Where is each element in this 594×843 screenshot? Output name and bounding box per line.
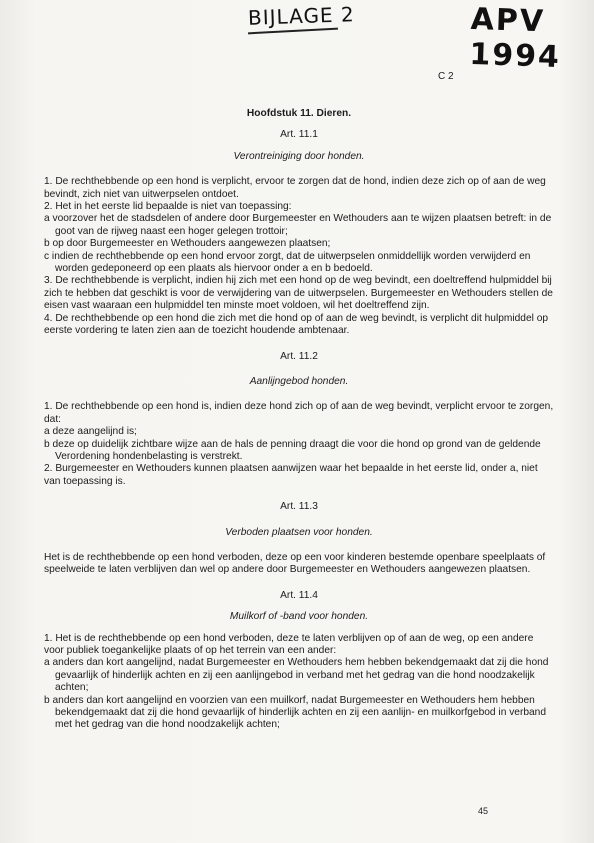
handwritten-annotation-apv: APV 1994 [468,1,562,76]
article-list-item: a voorzover het de stadsdelen of andere door Burgemeester en Wethouders aan te wijzen plaatsen betreft: in de goot van de rijweg naast een hoger gelegen trottoir; [44,213,552,237]
article-title: Verontreiniging door honden. [233,150,365,162]
article-paragraph: 1. De rechthebbende op een hond is, indien deze hond zich op of aan de weg bevindt, verplicht ervoor te zorgen, dat: [44,401,554,425]
article-paragraph: 1. De rechthebbende op een hond is verplicht, ervoor te zorgen dat de hond, indien deze zich op of aan de weg bevindt, zich niet van uitwerpselen ontdoet. [44,176,546,200]
article-list-item: a anders dan kort aangelijnd, nadat Burgemeester en Wethouders hem hebben bekendgemaakt dat zij die hond gevaarlijk of hinderlijk achten en zij een aanlijngebod in verband met het gedrag van die hond noodzakelijk achten; [44,657,549,694]
article-paragraph: 1. Het is de rechthebbende op een hond verboden, deze te laten verblijven op of aan de weg, op een andere voor publiek toegankelijke plaats of op het terrein van een ander: [44,632,534,656]
chapter-title: Hoofdstuk 11. Dieren. [246,108,352,119]
article-list-item: b deze op duidelijk zichtbare wijze aan de hals de penning draagt die voor die hond op grond van de geldende Verordening hondenbelasting is verstrekt. [44,438,541,462]
article-paragraph: Het is de rechthebbende op een hond verboden, deze op een voor kinderen bestemde openbare speelplaats of speelweide te laten verblijven dan wel op andere door Burgemeester en Wethouders aangewezen plaatsen. [44,551,546,576]
article-title: Aanlijngebod honden. [249,375,349,387]
article-paragraph: 4. De rechthebbende op een hond die zich met die hond op of aan de weg bevindt, is verplicht dit hulpmiddel op eerste vordering te laten zien aan de toezicht houdende ambtenaar. [44,312,549,337]
article-list-item: c indien de rechthebbende op een hond ervoor zorgt, dat de uitwerpselen onmiddellijk worden verwijderd en worden gedeponeerd op een plaats als hiervoor onder a en b bedoeld. [44,250,531,275]
handwritten-annotation-bijlage: BIJLAGE 2 [247,2,356,30]
page-number: 45 [478,806,489,816]
article-list-item: b op door Burgemeester en Wethouders aangewezen plaatsen; [44,238,331,250]
document-body [44,108,554,732]
page-code: C 2 [438,71,454,82]
article-number: Art. 11.1 [280,129,318,141]
article-title: Verboden plaatsen voor honden. [225,526,373,538]
article-number: Art. 11.3 [280,501,318,513]
article-paragraph: 3. De rechthebbende is verplicht, indien hij zich met een hond op de weg bevindt, een doeltreffend hulpmiddel bij zich te hebben dat geschikt is voor de verwijdering van de uitwerpselen. Burgemeester en Wethouders stellen de eisen vast waaraan een hulpmiddel ten minste moet voldoen, wil het doeltreffend zijn. [44,275,553,312]
article-paragraph: 2. Burgemeester en Wethouders kunnen plaatsen aanwijzen waar het bepaalde in het eerste lid, onder a, niet van toepassing is. [44,463,538,487]
article-paragraph: 2. Het in het eerste lid bepaalde is niet van toepassing: [44,201,292,213]
article-title: Muilkorf of -band voor honden. [229,611,369,623]
article-number: Art. 11.4 [280,589,318,601]
article-number: Art. 11.2 [280,350,318,362]
article-list-item: a deze aangelijnd is; [44,426,137,438]
article-list-item: b anders dan kort aangelijnd en voorzien van een muilkorf, nadat Burgemeester en Wethouders hem hebben bekendgemaakt dat zij die hond gevaarlijk of hinderlijk achten en zij een aanlijn- en muilkorfgebod in verband met het gedrag van die hond noodzakelijk achten; [44,694,547,731]
